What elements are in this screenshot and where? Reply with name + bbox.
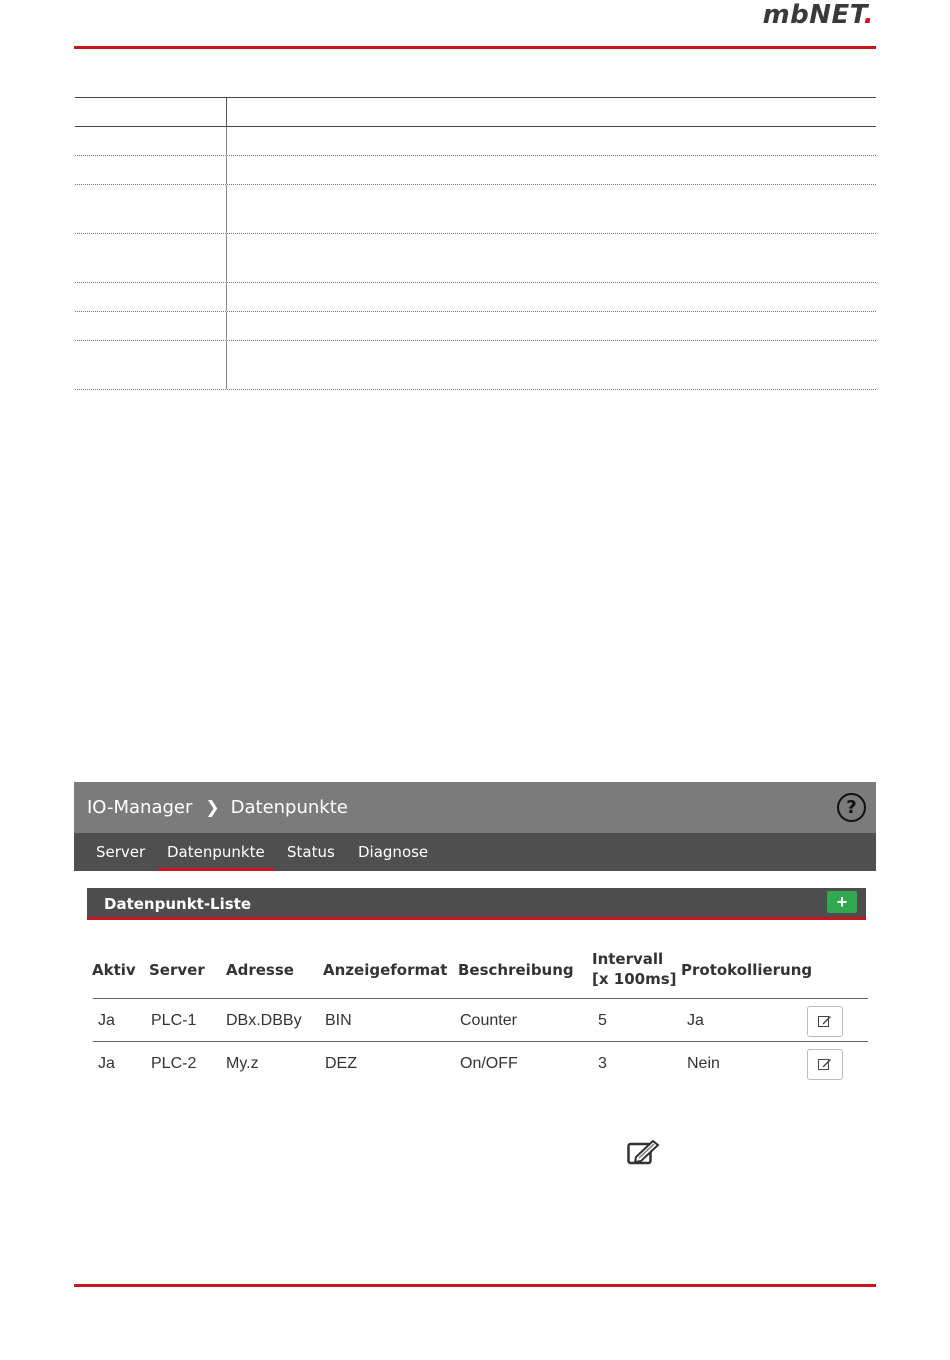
header-rule	[74, 46, 876, 49]
column-beschreibung: Beschreibung	[458, 961, 574, 979]
document-table-header	[75, 97, 876, 127]
tab-server[interactable]: Server	[96, 843, 146, 861]
edit-icon	[818, 1058, 832, 1070]
document-table-row	[75, 156, 876, 185]
edit-button[interactable]	[807, 1006, 843, 1037]
mbnet-logo: mbNET.	[762, 0, 874, 30]
breadcrumb	[87, 797, 348, 818]
io-manager-screenshot	[74, 782, 876, 1072]
tab-bar	[74, 833, 876, 871]
cell-beschreibung: Counter	[460, 1012, 517, 1029]
chevron-right-icon: ❯	[205, 797, 220, 818]
panel-title: Datenpunkt-Liste	[104, 895, 252, 913]
document-table-row	[75, 127, 876, 156]
breadcrumb-root[interactable]: IO-Manager	[87, 797, 193, 818]
column-aktiv: Aktiv	[92, 961, 136, 979]
cell-intervall: 5	[598, 1012, 607, 1029]
table-row	[74, 999, 876, 1042]
document-table-row	[75, 312, 876, 341]
cell-anzeigeformat: BIN	[325, 1012, 352, 1029]
cell-aktiv: Ja	[98, 1012, 115, 1029]
cell-adresse: My.z	[226, 1055, 259, 1072]
edit-icon	[627, 1140, 661, 1166]
panel-header	[87, 888, 866, 920]
document-table-row	[75, 341, 876, 390]
column-intervall: Intervall	[592, 950, 664, 968]
document-table-row	[75, 185, 876, 234]
document-table	[75, 97, 876, 390]
cell-protokollierung: Ja	[687, 1012, 704, 1029]
column-adresse: Adresse	[226, 961, 294, 979]
cell-intervall: 3	[598, 1055, 607, 1072]
breadcrumb-current: Datenpunkte	[230, 797, 348, 818]
tab-diagnose[interactable]: Diagnose	[358, 843, 429, 861]
add-button[interactable]: +	[827, 891, 857, 913]
edit-button[interactable]	[807, 1049, 843, 1080]
column-anzeigeformat: Anzeigeformat	[323, 961, 448, 979]
cell-server: PLC-2	[151, 1055, 197, 1072]
document-table-row	[75, 283, 876, 312]
help-circle-icon[interactable]: ?	[837, 793, 866, 822]
document-table-row	[75, 234, 876, 283]
column-server: Server	[149, 961, 205, 979]
column-protokollierung: Protokollierung	[681, 961, 813, 979]
cell-anzeigeformat: DEZ	[325, 1055, 357, 1072]
cell-beschreibung: On/OFF	[460, 1055, 518, 1072]
footer-rule	[74, 1284, 876, 1287]
cell-adresse: DBx.DBBy	[226, 1012, 302, 1029]
column-intervall-unit: [x 100ms]	[592, 970, 677, 988]
tab-datenpunkte[interactable]: Datenpunkte	[167, 843, 265, 861]
cell-protokollierung: Nein	[687, 1055, 720, 1072]
cell-aktiv: Ja	[98, 1055, 115, 1072]
table-row	[74, 1042, 876, 1085]
edit-icon	[818, 1015, 832, 1027]
title-bar	[74, 782, 876, 833]
cell-server: PLC-1	[151, 1012, 197, 1029]
tab-status[interactable]: Status	[287, 843, 335, 861]
